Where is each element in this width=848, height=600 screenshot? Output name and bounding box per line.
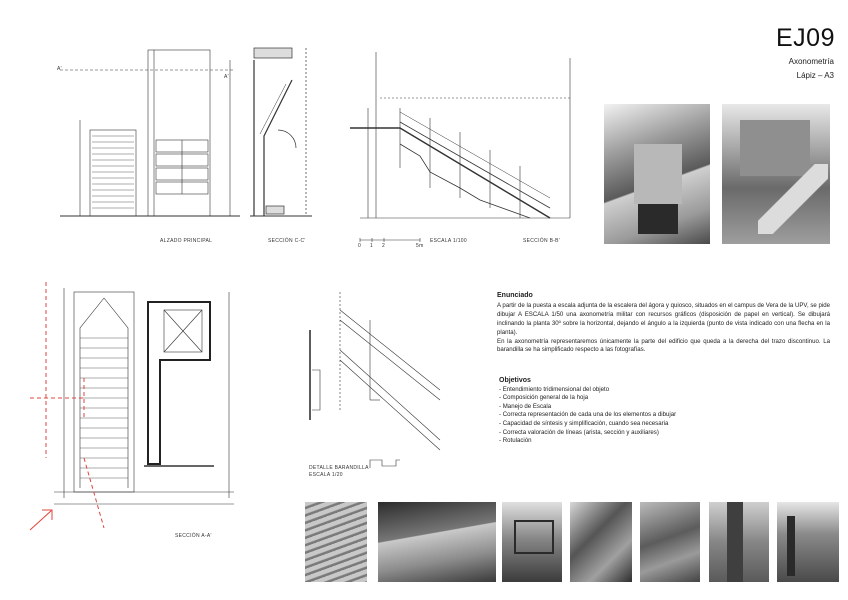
label-detalle-2: ESCALA 1/20	[309, 472, 343, 478]
scale-tick-2: 2	[382, 243, 386, 249]
label-seccion-cc: SECCIÓN C-C'	[268, 238, 306, 244]
photo-detail-3	[502, 502, 562, 582]
enunciado-block	[497, 292, 830, 355]
photo-building-front	[604, 104, 710, 244]
section-mark-a2: A'	[224, 74, 229, 80]
objetivo-item: - Capacidad de síntesis y simplificación, cuando sea necesaria	[499, 419, 669, 427]
photo-detail-6	[709, 502, 769, 582]
seccion-bb-drawing	[340, 48, 580, 228]
photo-detail-2	[378, 502, 496, 582]
scale-tick-0: 0	[358, 243, 362, 249]
photo-building-stair	[722, 104, 830, 244]
sheet-subtitle: Axonometría	[788, 57, 834, 66]
objetivos-title: Objetivos	[499, 377, 531, 384]
objetivo-item: - Entendimiento tridimensional del objeto	[499, 385, 610, 393]
section-mark-a: A'	[57, 66, 62, 72]
sheet-format: Lápiz – A3	[796, 71, 834, 80]
objetivos-list	[499, 386, 829, 446]
enunciado-paragraph-1: A partir de la puesta a escala adjunta de la escalera del ágora y quiosco, situados en el campus de Vera de la UPV, se pide dibujar A ESCALA 1/50 una axonometría militar con recursos gráficos (disposición de papel en vertical). Se dibujará inclinando la planta 30º sobre la horizontal, dejando el ángulo a la izquierda (punto de vista indicado con una flecha en la planta).	[497, 301, 830, 336]
detalle-barandilla-drawing	[300, 290, 450, 470]
label-seccion-bb: SECCIÓN B-B'	[523, 238, 561, 244]
plan-drawing	[24, 268, 254, 538]
seccion-cc-drawing	[250, 40, 320, 220]
objetivo-item: - Manejo de Escala	[499, 402, 552, 410]
photo-detail-4	[570, 502, 632, 582]
enunciado-title: Enunciado	[497, 292, 533, 299]
objetivos-block	[499, 377, 829, 446]
sheet-code: EJ09	[776, 24, 835, 52]
photo-detail-1	[305, 502, 367, 582]
photo-detail-5	[640, 502, 700, 582]
photo-detail-7	[777, 502, 839, 582]
label-escala: ESCALA 1/100	[430, 238, 467, 244]
objetivo-item: - Correcta valoración de líneas (arista, sección y auxiliares)	[499, 428, 659, 436]
label-seccion-aa: SECCIÓN A-A'	[175, 533, 212, 539]
scale-tick-5: 5m	[416, 243, 424, 249]
label-detalle-1: DETALLE BARANDILLA	[309, 465, 369, 471]
scale-tick-1: 1	[370, 243, 374, 249]
label-alzado: ALZADO PRINCIPAL	[160, 238, 213, 244]
enunciado-paragraph-2: En la axonometría representaremos únicamente la parte del edificio que queda a la derecha del trazo discontinuo. La barandilla se ha simplificado respecto a las fotografías.	[497, 337, 830, 354]
alzado-principal-drawing	[60, 40, 240, 225]
objetivo-item: - Rotulación	[499, 437, 532, 445]
objetivo-item: - Correcta representación de cada una de los elementos a dibujar	[499, 411, 677, 419]
objetivo-item: - Composición general de la hoja	[499, 394, 589, 402]
